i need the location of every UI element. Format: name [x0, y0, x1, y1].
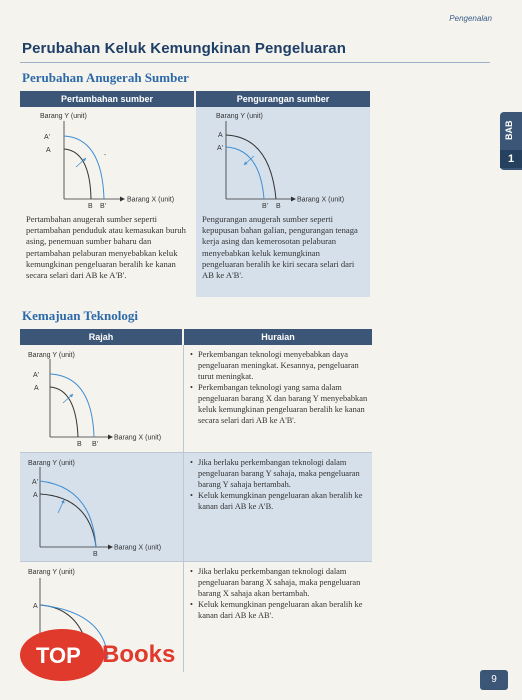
ppc-graph-decrease — [196, 107, 370, 217]
y-axis-label: Barang Y (unit) — [28, 352, 75, 359]
row2-bullet-2: • Keluk kemungkinan pengeluaran akan beralih ke kanan dari AB ke A'B. — [190, 490, 368, 512]
label-a-prime: A' — [44, 134, 51, 141]
label-b-prime: B' — [262, 203, 269, 210]
label-a: A — [33, 603, 38, 610]
logo-word-books: Books — [102, 641, 176, 668]
table2-row-2 — [20, 453, 372, 561]
x-axis-label: Barang X (unit) — [114, 434, 162, 442]
label-a: A — [33, 492, 38, 499]
x-axis-label: Barang X (unit) — [297, 196, 345, 204]
row1-bullets — [190, 349, 368, 426]
logo-word-top: TOP — [36, 643, 81, 668]
label-b: B — [88, 203, 93, 210]
row2-bullet-1: • Jika berlaku perkembangan teknologi dalam pengeluaran barang Y sahaja, maka pengeluaran barang Y sahaja bertambah. — [190, 457, 368, 490]
row-divider-2 — [20, 561, 372, 562]
x-axis-label: Barang X (unit) — [114, 544, 162, 552]
x-axis-label: Barang X (unit) — [127, 196, 175, 204]
page-number: 9 — [480, 670, 508, 690]
ppc-curve-ab — [64, 149, 91, 199]
ppc-curve-ab — [40, 494, 96, 547]
running-head: Pengenalan — [449, 14, 492, 23]
chapter-tab-label: BAB — [504, 120, 514, 140]
ppc-curve-ab — [50, 387, 78, 437]
ppc-curve-ab-prime — [226, 147, 264, 199]
row-divider-1 — [20, 452, 372, 453]
row1-bullet-2: • Perkembangan teknologi yang sama dalam pengeluaran barang X dan barang Y menyebabkan keluk kemungkinan pengeluaran beralih ke kanan secara selari dari AB ke A'B'. — [190, 382, 368, 426]
ppc-curve-ab — [226, 135, 276, 199]
label-b: B — [93, 551, 98, 558]
ppc-graph-increase — [20, 107, 194, 217]
table1-header-right: Pengurangan sumber — [196, 91, 370, 107]
label-a: A — [218, 132, 223, 139]
table1-cell-right — [196, 107, 370, 297]
label-b-prime: B' — [100, 203, 107, 210]
table1-header-left: Pertambahan sumber — [20, 91, 194, 107]
table1-right-text: Pengurangan anugerah sumber seperti kepupusan bahan galian, pengurangan tenaga kerja asing dan kemerosotan pelaburan menyebabkan keluk kemungkinan pengeluaran beralih ke kiri secara selari dari AB ke A'B'. — [202, 214, 358, 281]
table2-row-1 — [20, 345, 372, 452]
subheading-anugerah-sumber: Perubahan Anugerah Sumber — [22, 70, 189, 85]
svg-text:-: - — [104, 152, 107, 159]
label-a: A — [46, 147, 51, 154]
chapter-tab-number: 1 — [500, 150, 522, 168]
y-axis-label: Barang Y (unit) — [28, 569, 75, 576]
title-underline — [20, 62, 490, 63]
ppc-graph-tech-both — [20, 345, 182, 452]
row3-bullet-2: • Keluk kemungkinan pengeluaran akan beralih ke kanan dari AB ke AB'. — [190, 599, 368, 621]
topbooks-watermark-logo — [18, 626, 218, 684]
table2-header-right: Huraian — [184, 329, 372, 345]
table1-left-text: Pertambahan anugerah sumber seperti pertambahan penduduk atau kemasukan buruh asing, penemuan sumber baharu dan pertambahan pelaburan menyebabkan keluk kemungkinan pengeluaran beralih ke kanan secara selari dari AB ke A'B'. — [26, 214, 186, 281]
label-b: B — [77, 441, 82, 448]
label-b: B — [276, 203, 281, 210]
y-axis-label: Barang Y (unit) — [28, 460, 75, 467]
label-a: A — [34, 385, 39, 392]
table1-cell-left — [20, 107, 194, 297]
ppc-curve-a-prime-b — [40, 481, 96, 547]
y-axis-label: Barang Y (unit) — [216, 113, 263, 120]
label-a-prime: A' — [33, 372, 40, 379]
label-b-prime: B' — [92, 441, 99, 448]
row3-bullet-1: • Jika berlaku perkembangan teknologi dalam pengeluaran barang X sahaja, maka pengeluaran barang X sahaja akan bertambah. — [190, 566, 368, 599]
subheading-kemajuan-teknologi: Kemajuan Teknologi — [22, 308, 138, 323]
section-title: Perubahan Keluk Kemungkinan Pengeluaran — [22, 40, 346, 57]
ppc-graph-tech-y — [20, 453, 182, 561]
y-axis-label: Barang Y (unit) — [40, 113, 87, 120]
label-a-prime: A' — [217, 145, 224, 152]
row1-bullet-1: • Perkembangan teknologi menyebabkan daya pengeluaran meningkat. Kesannya, pengeluaran turut meningkat. — [190, 349, 368, 382]
ppc-curve-ab-prime — [64, 136, 104, 199]
table2-header-left: Rajah — [20, 329, 182, 345]
table2-column-divider — [183, 345, 184, 672]
label-a-prime: A' — [32, 479, 39, 486]
chapter-tab — [500, 112, 522, 170]
row2-bullets — [190, 457, 368, 512]
row3-bullets — [190, 566, 368, 621]
